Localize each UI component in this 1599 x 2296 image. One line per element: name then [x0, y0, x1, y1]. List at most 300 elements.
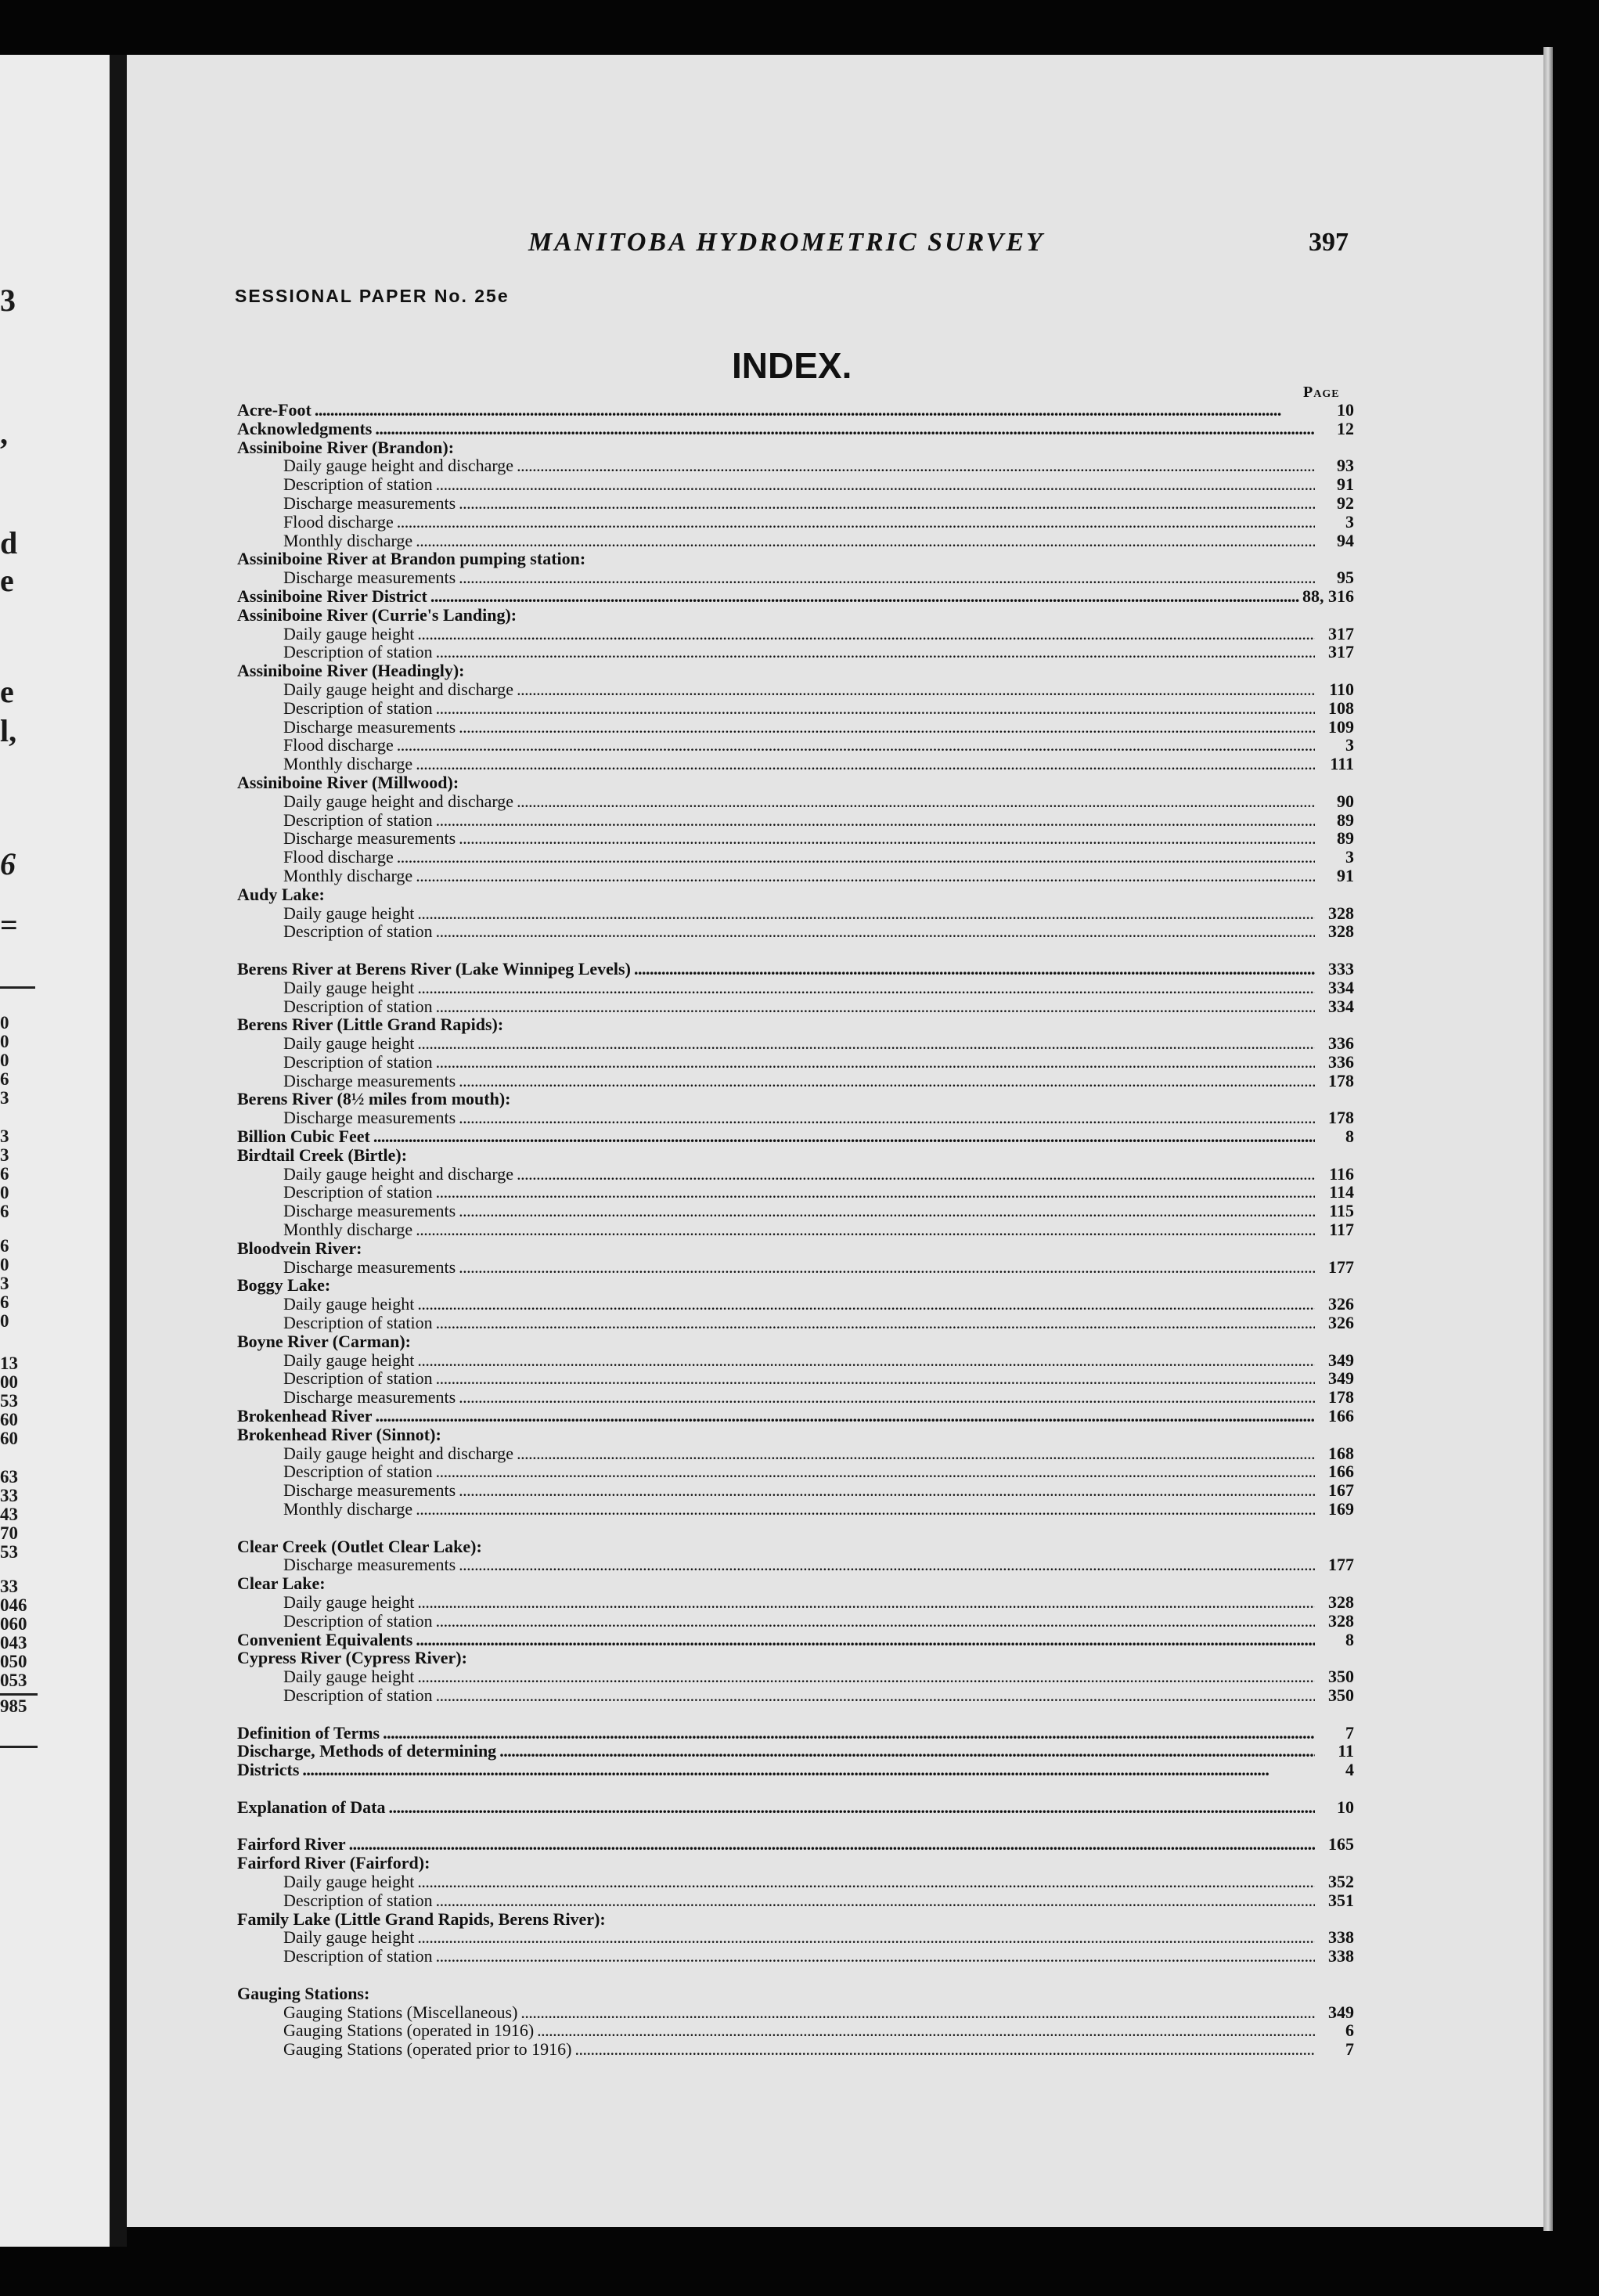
index-entry-text: Fairford River [237, 1834, 346, 1854]
index-entry-text: Description of station [283, 642, 433, 662]
index-entry [237, 606, 1354, 625]
index-page-ref: 169 [1328, 1499, 1354, 1519]
index-subentry [237, 1500, 1354, 1519]
leader-dots [436, 1947, 1315, 1966]
index-subentry [237, 718, 1354, 737]
leader-dots [417, 1295, 1315, 1314]
index-page-ref: 178 [1328, 1070, 1354, 1090]
index-page-ref: 3 [1345, 847, 1354, 867]
leader-dots [436, 997, 1315, 1016]
leader-dots [517, 680, 1315, 699]
leader-dots [417, 1593, 1315, 1612]
index-entry-text: Boggy Lake: [237, 1275, 331, 1296]
index-page-ref: 349 [1328, 1368, 1354, 1389]
index-page-ref: 336 [1328, 1033, 1354, 1054]
page-number: 397 [1309, 228, 1349, 257]
index-page-ref: 8 [1345, 1629, 1354, 1649]
index-subentry [237, 532, 1354, 550]
index-entry-text: Daily gauge height [283, 1294, 415, 1314]
leader-dots [376, 1407, 1315, 1426]
index-subentry [237, 456, 1354, 475]
index-subentry [237, 1295, 1354, 1314]
index-page-ref: 3 [1345, 735, 1354, 755]
index-page-ref: 351 [1328, 1890, 1354, 1910]
index-entry-text: Daily gauge height [283, 1592, 415, 1612]
index-entry-text: Assiniboine River (Headingly): [237, 661, 465, 681]
leader-dots [416, 1500, 1315, 1519]
leader-dots [417, 1872, 1315, 1891]
index-entry-text: Definition of Terms [237, 1722, 380, 1743]
index-subentry [237, 699, 1354, 718]
index-page-ref: 328 [1328, 1592, 1354, 1612]
index-entry [237, 773, 1354, 792]
index-entry-text: Daily gauge height [283, 623, 415, 643]
index-entry-text: Berens River (Little Grand Rapids): [237, 1015, 504, 1035]
index-entry-text: Assiniboine River (Currie's Landing): [237, 604, 517, 625]
index-subentry [237, 1034, 1354, 1053]
index-page-ref: 11 [1338, 1741, 1354, 1761]
index-subentry [237, 755, 1354, 773]
left-page-numbers: 63 33 43 70 53 [0, 1467, 18, 1562]
index-subentry [237, 1667, 1354, 1686]
leader-dots [459, 1202, 1315, 1220]
index-page-ref: 166 [1328, 1462, 1354, 1482]
leader-dots [315, 401, 1315, 420]
left-page-glyph: 3 [0, 283, 16, 318]
page-column-label: Page [1303, 384, 1340, 401]
leader-dots [459, 568, 1315, 587]
index-page-ref: 349 [1328, 1350, 1354, 1370]
index-entry-text: Assiniboine River (Millwood): [237, 772, 459, 792]
index-page-ref: 91 [1337, 865, 1354, 885]
index-entry-text: Assiniboine River District [237, 586, 427, 606]
leader-dots [436, 1053, 1315, 1072]
index-entry-text: Description of station [283, 996, 433, 1016]
index-subentry [237, 997, 1354, 1016]
index-page-ref: 178 [1328, 1108, 1354, 1128]
index-subentry [237, 811, 1354, 830]
left-page-numbers: 0 0 0 6 3 [0, 1013, 9, 1108]
index-page-ref: 111 [1330, 754, 1354, 774]
book-spine [110, 55, 127, 2247]
left-page-glyph: , [0, 416, 8, 451]
index-page-ref: 10 [1337, 400, 1354, 420]
index-entry-text: Daily gauge height and discharge [283, 791, 514, 811]
leader-dots [430, 587, 1299, 606]
leader-dots [436, 1314, 1315, 1332]
index-entry-text: Birdtail Creek (Birtle): [237, 1144, 408, 1165]
index-page-ref: 334 [1328, 996, 1354, 1016]
index-entry-text: Explanation of Data [237, 1797, 386, 1817]
index-page-ref: 109 [1328, 716, 1354, 737]
left-page-rule [0, 1693, 38, 1696]
left-page-glyph: 6 [0, 846, 16, 881]
index-entry-text: Gauging Stations: [237, 1983, 370, 2003]
left-page-numbers: 6 0 3 6 0 [0, 1236, 9, 1331]
index-entry [237, 1649, 1354, 1667]
index-entry-text: Daily gauge height and discharge [283, 456, 514, 476]
index-entry-text: Gauging Stations (Miscellaneous) [283, 2002, 518, 2022]
index-entry-text: Convenient Equivalents [237, 1629, 413, 1649]
index-entry [237, 1407, 1354, 1426]
leader-dots [349, 1835, 1315, 1854]
index-gap [237, 1705, 1354, 1724]
index-entry [237, 401, 1354, 420]
left-page-glyph: = [0, 907, 18, 943]
index-entry [237, 1742, 1354, 1761]
index-subentry [237, 1444, 1354, 1463]
index-entry-text: Description of station [283, 474, 433, 495]
index-page-ref: 168 [1328, 1443, 1354, 1463]
index-entry-text: Daily gauge height [283, 1927, 415, 1948]
index-page-ref: 177 [1328, 1256, 1354, 1277]
index-page-ref: 91 [1337, 474, 1354, 495]
index-entry-text: Description of station [283, 1946, 433, 1966]
leader-dots [436, 811, 1315, 830]
index-entry-text: Discharge measurements [283, 568, 456, 588]
index-entry-text: Description of station [283, 1051, 433, 1072]
index-entry-text: Acre-Foot [237, 400, 312, 420]
leader-dots [436, 1369, 1315, 1388]
index-page-ref: 333 [1328, 958, 1354, 979]
leader-dots [634, 960, 1315, 979]
index-gap [237, 1519, 1354, 1537]
index-entry-text: Description of station [283, 1610, 433, 1631]
index-page-ref: 89 [1337, 809, 1354, 830]
index-subentry [237, 1220, 1354, 1239]
index-entry [237, 550, 1354, 568]
index-entry-text: Assiniboine River at Brandon pumping station: [237, 549, 586, 569]
index-entry [237, 1239, 1354, 1258]
index-entry-text: Daily gauge height and discharge [283, 1443, 514, 1463]
index-subentry [237, 1872, 1354, 1891]
index-page-ref: 166 [1328, 1406, 1354, 1426]
index-entry-text: Discharge measurements [283, 1387, 456, 1408]
index-entry-text: Daily gauge height [283, 1350, 415, 1370]
leader-dots [517, 456, 1315, 475]
leader-dots [436, 1462, 1315, 1481]
index-entry-text: Discharge measurements [283, 1555, 456, 1575]
index-subentry [237, 568, 1354, 587]
leader-dots [388, 1798, 1315, 1817]
index-subentry [237, 736, 1354, 755]
index-subentry [237, 867, 1354, 885]
index-entry-text: Daily gauge height [283, 977, 415, 997]
index-entry-text: Gauging Stations (operated prior to 1916) [283, 2039, 572, 2060]
index-entry [237, 1146, 1354, 1165]
index-subentry [237, 1388, 1354, 1407]
index-entry-text: Discharge measurements [283, 1070, 456, 1090]
leader-dots [537, 2021, 1315, 2040]
index-page-ref: 326 [1328, 1294, 1354, 1314]
leader-dots [383, 1724, 1315, 1743]
index-subentry [237, 1053, 1354, 1072]
index-subentry [237, 643, 1354, 661]
index-entry-text: Berens River (8½ miles from mouth): [237, 1089, 511, 1109]
index-entry-text: Clear Lake: [237, 1573, 326, 1594]
left-page-glyph: d [0, 525, 18, 560]
leader-dots [459, 1072, 1315, 1090]
index-subentry [237, 1183, 1354, 1202]
index-entry-text: Acknowledgments [237, 418, 373, 438]
index-entry [237, 960, 1354, 979]
leader-dots [517, 1444, 1315, 1463]
leader-dots [302, 1761, 1315, 1779]
index-page-ref: 6 [1345, 2020, 1354, 2041]
running-header-title: MANITOBA HYDROMETRIC SURVEY [528, 228, 1045, 257]
index-entry [237, 1984, 1354, 2003]
left-page-numbers: 3 3 6 0 6 [0, 1126, 9, 1221]
index-entry [237, 1835, 1354, 1854]
index-page-ref: 326 [1328, 1313, 1354, 1333]
index-entry-text: Description of station [283, 809, 433, 830]
leader-dots [436, 643, 1315, 661]
index-entry-text: Flood discharge [283, 735, 394, 755]
index-page-ref: 90 [1337, 791, 1354, 811]
index-page-ref: 95 [1337, 568, 1354, 588]
index-entry-text: Daily gauge height [283, 903, 415, 923]
leader-dots [499, 1742, 1315, 1761]
leader-dots [436, 475, 1315, 494]
index-page-ref: 114 [1329, 1182, 1354, 1202]
index-subentry [237, 1108, 1354, 1127]
index-page-ref: 165 [1328, 1834, 1354, 1854]
index-subentry [237, 848, 1354, 867]
leader-dots [416, 1220, 1315, 1239]
index-subentry [237, 680, 1354, 699]
leader-dots [459, 829, 1315, 848]
index-page-ref: 338 [1328, 1946, 1354, 1966]
index-entry-text: Discharge measurements [283, 716, 456, 737]
index-subentry [237, 1947, 1354, 1966]
index-entry [237, 1910, 1354, 1929]
index-page-ref: 352 [1328, 1871, 1354, 1891]
index-subentry [237, 1612, 1354, 1631]
index-page-ref: 108 [1328, 697, 1354, 718]
index-subentry [237, 1928, 1354, 1947]
leader-dots [373, 1127, 1315, 1146]
leader-dots [416, 532, 1315, 550]
index-subentry [237, 1555, 1354, 1574]
leader-dots [397, 736, 1315, 755]
index-entry-text: Family Lake (Little Grand Rapids, Berens River): [237, 1909, 606, 1929]
index-subentry [237, 1369, 1354, 1388]
leader-dots [417, 1351, 1315, 1370]
leader-dots [436, 1612, 1315, 1631]
leader-dots [416, 867, 1315, 885]
index-subentry [237, 513, 1354, 532]
index-entry-text: Bloodvein River: [237, 1238, 362, 1258]
index-subentry [237, 1686, 1354, 1705]
index-list [237, 401, 1354, 2059]
index-entry-text: Discharge measurements [283, 1201, 456, 1221]
index-page-ref: 177 [1328, 1555, 1354, 1575]
index-gap [237, 1779, 1354, 1798]
index-entry-text: Monthly discharge [283, 754, 413, 774]
index-entry-text: Description of station [283, 921, 433, 942]
index-subentry [237, 792, 1354, 811]
index-page-ref: 7 [1345, 2039, 1354, 2060]
index-subentry [237, 1202, 1354, 1220]
index-entry-text: Daily gauge height and discharge [283, 679, 514, 699]
index-entry-text: Monthly discharge [283, 865, 413, 885]
index-entry-text: Discharge measurements [283, 828, 456, 849]
index-entry-text: Discharge measurements [283, 1480, 456, 1501]
leader-dots [417, 1928, 1315, 1947]
index-entry-text: Discharge measurements [283, 1256, 456, 1277]
leader-dots [574, 2040, 1315, 2059]
index-entry-text: Description of station [283, 1890, 433, 1910]
index-entry-text: Monthly discharge [283, 1220, 413, 1240]
leader-dots [459, 1555, 1315, 1574]
index-entry-text: Clear Creek (Outlet Clear Lake): [237, 1536, 482, 1556]
index-entry [237, 1631, 1354, 1649]
index-subentry [237, 1072, 1354, 1090]
index-page-ref: 12 [1337, 418, 1354, 438]
index-page-ref: 317 [1328, 642, 1354, 662]
index-entry-text: Monthly discharge [283, 1499, 413, 1519]
left-page-fragment [0, 55, 110, 2247]
leader-dots [375, 420, 1315, 438]
leader-dots [520, 2003, 1315, 2022]
leader-dots [436, 1891, 1315, 1910]
index-subentry [237, 494, 1354, 513]
index-entry-text: Discharge measurements [283, 492, 456, 513]
leader-dots [517, 792, 1315, 811]
index-subentry [237, 1165, 1354, 1184]
index-page-ref: 4 [1345, 1760, 1354, 1780]
index-page-ref: 117 [1329, 1220, 1354, 1240]
index-page-ref: 317 [1328, 623, 1354, 643]
left-page-glyph: e [0, 674, 14, 709]
index-entry [237, 1798, 1354, 1817]
index-entry-text: Flood discharge [283, 847, 394, 867]
left-page-numbers: 33 046 060 043 050 053 [0, 1577, 27, 1690]
index-gap [237, 1817, 1354, 1836]
page-edge [1543, 47, 1553, 2231]
index-entry-text: Discharge, Methods of determining [237, 1741, 497, 1761]
left-page-numbers: 13 00 53 60 60 [0, 1353, 18, 1448]
index-entry-text: Daily gauge height [283, 1871, 415, 1891]
index-page-ref: 334 [1328, 977, 1354, 997]
leader-dots [397, 513, 1315, 532]
index-page-ref: 328 [1328, 903, 1354, 923]
index-entry-text: Description of station [283, 1368, 433, 1389]
index-subentry [237, 922, 1354, 941]
index-entry-text: Billion Cubic Feet [237, 1126, 370, 1147]
index-subentry [237, 904, 1354, 923]
index-entry [237, 1574, 1354, 1593]
index-entry-text: Description of station [283, 1313, 433, 1333]
index-page-ref: 178 [1328, 1387, 1354, 1408]
left-page-glyph: l, [0, 713, 17, 748]
left-page-rule [0, 986, 35, 989]
leader-dots [436, 699, 1315, 718]
leader-dots [459, 494, 1315, 513]
index-entry [237, 420, 1354, 438]
index-page-ref: 349 [1328, 2002, 1354, 2022]
index-page-ref: 328 [1328, 921, 1354, 942]
index-subentry [237, 1891, 1354, 1910]
index-entry-text: Daily gauge height [283, 1033, 415, 1054]
index-subentry [237, 625, 1354, 643]
index-subentry [237, 1351, 1354, 1370]
index-entry [237, 1761, 1354, 1779]
leader-dots [417, 904, 1315, 923]
index-gap [237, 1966, 1354, 1984]
leader-dots [459, 1108, 1315, 1127]
index-subentry [237, 2003, 1354, 2022]
index-subentry [237, 1258, 1354, 1277]
index-entry [237, 587, 1354, 606]
index-subentry [237, 1593, 1354, 1612]
index-entry [237, 1332, 1354, 1351]
leader-dots [436, 922, 1315, 941]
leader-dots [417, 979, 1315, 997]
index-entry-text: Description of station [283, 1182, 433, 1202]
sessional-paper-label: SESSIONAL PAPER No. 25e [235, 286, 510, 306]
index-page-ref: 167 [1328, 1480, 1354, 1501]
index-gap [237, 941, 1354, 960]
index-page-ref: 338 [1328, 1927, 1354, 1948]
index-subentry [237, 979, 1354, 997]
leader-dots [417, 1034, 1315, 1053]
index-entry-text: Boyne River (Carman): [237, 1331, 411, 1351]
index-page-ref: 93 [1337, 456, 1354, 476]
index-entry-text: Description of station [283, 1462, 433, 1482]
index-page-ref: 350 [1328, 1667, 1354, 1687]
leader-dots [459, 1258, 1315, 1277]
index-page-ref: 328 [1328, 1610, 1354, 1631]
index-page-ref: 7 [1345, 1722, 1354, 1743]
index-page-ref: 8 [1345, 1126, 1354, 1147]
index-entry-text: Brokenhead River (Sinnot): [237, 1424, 441, 1444]
index-entry-text: Description of station [283, 697, 433, 718]
index-entry [237, 438, 1354, 457]
index-page-ref: 94 [1337, 530, 1354, 550]
leader-dots [416, 1631, 1315, 1649]
index-entry-text: Description of station [283, 1685, 433, 1705]
index-entry [237, 1537, 1354, 1556]
index-page-ref: 110 [1329, 679, 1354, 699]
leader-dots [416, 755, 1315, 773]
leader-dots [517, 1165, 1315, 1184]
index-page-ref: 116 [1329, 1163, 1354, 1184]
index-entry-text: Berens River at Berens River (Lake Winnipeg Levels) [237, 958, 631, 979]
index-entry [237, 661, 1354, 680]
leader-dots [459, 1481, 1315, 1500]
index-entry-text: Audy Lake: [237, 884, 325, 904]
left-page-total: 985 [0, 1696, 27, 1716]
index-page-ref: 92 [1337, 492, 1354, 513]
index-page-ref: 88, 316 [1302, 586, 1354, 606]
index-entry-text: Fairford River (Fairford): [237, 1853, 430, 1873]
index-entry-text: Flood discharge [283, 511, 394, 532]
index-entry [237, 1854, 1354, 1872]
index-subentry [237, 2040, 1354, 2059]
index-title: INDEX. [732, 345, 852, 386]
index-page-ref: 3 [1345, 511, 1354, 532]
index-entry-text: Assiniboine River (Brandon): [237, 437, 455, 457]
index-page-ref: 89 [1337, 828, 1354, 849]
index-entry-text: Monthly discharge [283, 530, 413, 550]
index-subentry [237, 2021, 1354, 2040]
index-entry-text: Districts [237, 1760, 300, 1780]
index-entry [237, 1276, 1354, 1295]
left-page-rule [0, 1746, 38, 1748]
index-page-ref: 10 [1337, 1797, 1354, 1817]
index-subentry [237, 1481, 1354, 1500]
